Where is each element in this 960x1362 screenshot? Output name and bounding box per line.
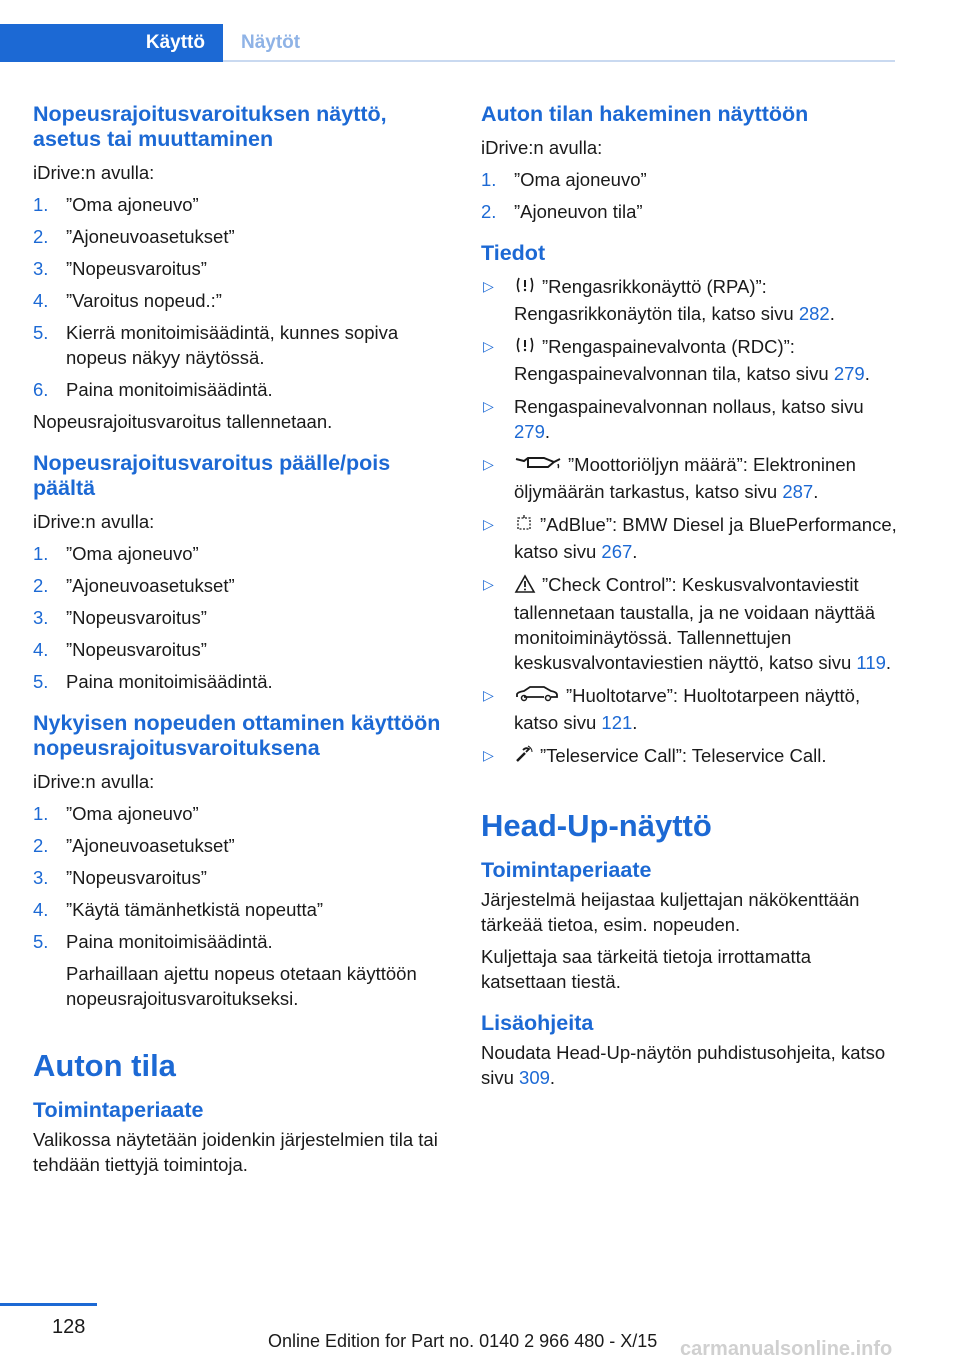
- list-item: ▷ ”Teleservice Call”: Teleservice Call.: [481, 743, 901, 770]
- section-title: Toimintaperiaate: [33, 1098, 204, 1122]
- body-text: Valikossa näytetään joidenkin järjestelmien tila tai tehdään tiettyjä toimintoja.: [33, 1129, 438, 1175]
- tab-divider: [223, 60, 895, 62]
- steps-list: [33, 192, 453, 402]
- list-item: ▷ Rengaspainevalvonnan nollaus, katso sivu 279.: [483, 396, 864, 443]
- section-title: Tiedot: [481, 241, 546, 265]
- steps-list: [33, 801, 453, 1011]
- list-item: 1. ”Oma ajoneuvo”: [33, 803, 199, 824]
- chapter-heading: Head-Up-näyttö: [481, 807, 712, 843]
- chapter-tabs: [0, 24, 895, 62]
- left-column: [33, 102, 453, 1184]
- page-link[interactable]: 279: [514, 421, 545, 443]
- oil-can-icon: [514, 453, 562, 479]
- tire-warning-icon: [514, 275, 536, 301]
- section-title: Nopeusrajoitusvaroituksen näyttö, asetus tai muuttaminen: [33, 102, 387, 151]
- section-title: Toimintaperiaate: [481, 857, 652, 882]
- teleservice-icon: [514, 744, 534, 770]
- intro-text: iDrive:n avulla:: [481, 137, 603, 158]
- section-title: Nykyisen nopeuden ottaminen käyttöön nopeusrajoitusvaroituksena: [33, 711, 441, 760]
- adblue-icon: [514, 513, 534, 539]
- page-link[interactable]: 309: [519, 1066, 550, 1088]
- section-title: Auton tilan hakeminen näyttöön: [481, 102, 809, 126]
- section-title: Lisäohjeita: [481, 1010, 594, 1035]
- list-item: ▷ ”Rengasrikkonäyttö (RPA)”: Rengasrikkonäytön tila, katso sivu 282.: [483, 276, 835, 325]
- list-item: 1. ”Oma ajoneuvo”: [33, 543, 199, 564]
- tab-kaytto[interactable]: Käyttö: [0, 24, 223, 62]
- page-link[interactable]: 282: [798, 303, 830, 325]
- list-item: 5. Kierrä monitoimisäädintä, kunnes sopiva nopeus näkyy näytössä.: [33, 322, 399, 368]
- page-number-rule: [0, 1303, 97, 1306]
- chapter-heading: Auton tila: [33, 1048, 176, 1083]
- tire-pressure-icon: [514, 335, 536, 361]
- step-result-text: Parhaillaan ajettu nopeus otetaan käyttöön nopeusrajoitusvaroitukseksi.: [66, 963, 417, 1009]
- page-link[interactable]: 267: [601, 541, 633, 563]
- list-item: ▷ ”Check Control”: Keskusvalvontaviestit tallennetaan taustalla, ja ne voidaan näyttää monitoiminäytössä. Tallennettujen keskusvalvontaviestien näyttö, katso sivu 119.: [483, 574, 892, 673]
- info-list: [481, 274, 901, 770]
- right-column: [481, 102, 901, 1097]
- list-item: ▷ ”AdBlue”: BMW Diesel ja BluePerformance, katso sivu 267.: [483, 514, 897, 563]
- page-link[interactable]: 279: [833, 363, 865, 385]
- list-item: 4. ”Nopeusvaroitus”: [33, 639, 207, 660]
- list-item: 1. ”Oma ajoneuvo”: [481, 169, 647, 190]
- section-title: Nopeusrajoitusvaroitus päälle/pois päältä: [33, 451, 391, 500]
- page-link[interactable]: 287: [782, 481, 814, 503]
- list-item: ▷ ”Moottoriöljyn määrä”: Elektroninen öljymäärän tarkastus, katso sivu 287.: [483, 454, 856, 503]
- list-item: 3. ”Nopeusvaroitus”: [33, 258, 207, 279]
- result-text: Nopeusrajoitusvaroitus tallennetaan.: [33, 411, 333, 432]
- list-item: 2. ”Ajoneuvoasetukset”: [33, 575, 235, 596]
- list-item: 6. Paina monitoimisäädintä.: [33, 379, 273, 400]
- warning-triangle-icon: [514, 574, 536, 600]
- page-link[interactable]: 121: [601, 711, 633, 733]
- steps-list: [33, 541, 453, 694]
- list-item: 5. Paina monitoimisäädintä. Parhaillaan ajettu nopeus otetaan käyttöön nopeusrajoitusvaroitukseksi.: [33, 929, 453, 1011]
- list-item: 3. ”Nopeusvaroitus”: [33, 867, 207, 888]
- list-item: 1. ”Oma ajoneuvo”: [33, 194, 199, 215]
- body-text: Kuljettaja saa tärkeitä tietoja irrottamatta katsettaan tiestä.: [481, 945, 812, 992]
- page-number: 128: [52, 1316, 86, 1338]
- list-item: 2. ”Ajoneuvoasetukset”: [33, 226, 235, 247]
- steps-list: [481, 167, 901, 224]
- list-item: 4. ”Varoitus nopeud.:”: [33, 290, 222, 311]
- list-item: 5. Paina monitoimisäädintä.: [33, 671, 273, 692]
- intro-text: iDrive:n avulla:: [33, 511, 155, 532]
- intro-text: iDrive:n avulla:: [33, 162, 155, 183]
- watermark: carmanualsonline.info: [680, 1338, 893, 1360]
- intro-text: iDrive:n avulla:: [33, 771, 155, 792]
- body-text: Järjestelmä heijastaa kuljettajan näkökenttään tärkeää tietoa, esim. nopeuden.: [481, 888, 860, 935]
- list-item: 2. ”Ajoneuvoasetukset”: [33, 835, 235, 856]
- tab-naytot[interactable]: Näytöt: [241, 32, 301, 53]
- list-item: 4. ”Käytä tämänhetkistä nopeutta”: [33, 899, 324, 920]
- list-item: 3. ”Nopeusvaroitus”: [33, 607, 207, 628]
- body-text: Noudata Head-Up-näytön puhdistusohjeita, katso sivu 309.: [481, 1041, 886, 1088]
- edition-footer: Online Edition for Part no. 0140 2 966 480 - X/15: [268, 1331, 658, 1351]
- list-item: ▷ ”Huoltotarve”: Huoltotarpeen näyttö, katso sivu 121.: [483, 684, 861, 733]
- service-car-icon: [514, 684, 560, 710]
- list-item: ▷ ”Rengaspainevalvonta (RDC)”: Rengaspainevalvonnan tila, katso sivu 279.: [483, 336, 870, 385]
- list-item: 2. ”Ajoneuvon tila”: [481, 201, 643, 222]
- page-link[interactable]: 119: [856, 651, 886, 673]
